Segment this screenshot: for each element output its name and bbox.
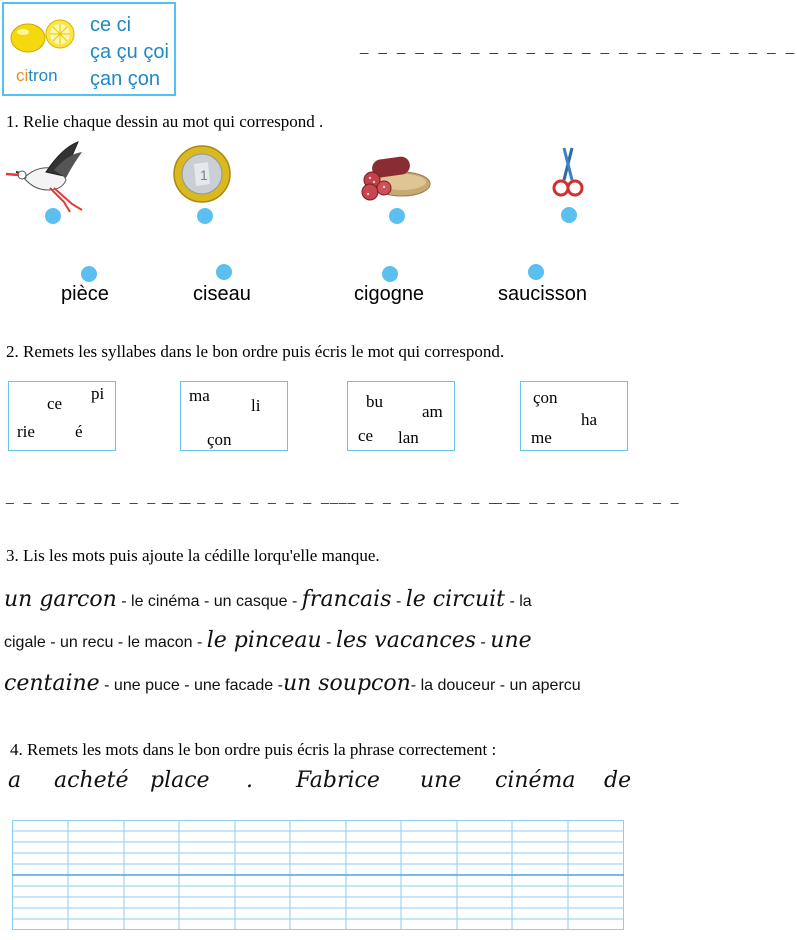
citron-ci: ci <box>16 66 29 85</box>
syllable: ma <box>189 386 210 405</box>
mixed-word: acheté <box>54 768 129 793</box>
header-line-3: çan çon <box>90 68 161 90</box>
mixed-word: a <box>8 768 22 793</box>
syllable-box-3 <box>347 381 455 451</box>
separator: - <box>287 593 302 610</box>
coin-icon <box>172 144 232 204</box>
syllable: ce <box>358 426 374 445</box>
separator: - <box>391 593 406 610</box>
picture-dot-4[interactable] <box>561 207 577 223</box>
answer-line-2[interactable]: _ _ _ _ _ _ _ _ _ _ _ <box>162 488 350 504</box>
section1-instruction: 1. Relie chaque dessin au mot qui correspond . <box>6 112 324 131</box>
word-saucisson: saucisson <box>498 283 587 305</box>
syllable-box-2 <box>180 381 288 451</box>
word-line-1 <box>4 587 532 612</box>
syllable: pi <box>91 384 105 403</box>
word-line-3 <box>4 671 581 696</box>
section4-instruction: 4. Remets les mots dans le bon ordre puis écris la phrase correctement : <box>10 740 497 759</box>
word-dot-4[interactable] <box>528 264 544 280</box>
word-print: le cinéma <box>131 593 200 610</box>
svg-text:1: 1 <box>200 167 208 183</box>
word-ciseau: ciseau <box>193 283 251 305</box>
separator: - <box>476 634 491 651</box>
header-line-2: ça çu çoi <box>90 41 169 63</box>
picture-dot-3[interactable] <box>389 208 405 224</box>
word-cursive: francais <box>301 587 392 612</box>
picture-dot-1[interactable] <box>45 208 61 224</box>
sausage-icon <box>356 154 432 204</box>
separator: - <box>116 593 132 610</box>
separator: - <box>199 593 214 610</box>
word-print: cigale - un recu - le macon <box>4 634 193 651</box>
syllable: lan <box>398 428 419 447</box>
word-cigogne: cigogne <box>354 283 425 305</box>
mixed-word: une <box>420 768 462 793</box>
mixed-word: . <box>246 768 253 793</box>
mixed-word: Fabrice <box>296 768 380 793</box>
syllable-box-1 <box>8 381 116 451</box>
word-cursive: le pinceau <box>206 628 322 653</box>
word-cursive: centaine <box>4 671 100 696</box>
word-cursive: un soupcon <box>282 671 411 696</box>
syllable: me <box>531 428 552 447</box>
name-line: _ _ _ _ _ _ _ _ _ _ _ _ _ _ _ _ _ _ _ _ _ _ _ _ <box>360 38 797 55</box>
citron-rest: tron <box>28 66 58 85</box>
word-cursive: une <box>490 628 532 653</box>
word-piece: pièce <box>61 283 109 305</box>
word-line-2 <box>4 628 532 653</box>
answer-line-1[interactable]: _ _ _ _ _ _ _ _ _ _ _ <box>6 488 194 504</box>
syllable: ce <box>47 394 63 413</box>
mixed-word: cinéma <box>495 768 576 793</box>
syllable: çon <box>207 430 232 449</box>
answer-line-4[interactable]: _ _ _ _ _ _ _ _ _ _ _ <box>494 488 682 504</box>
syllable: çon <box>533 388 558 407</box>
lemon-icon <box>8 12 78 58</box>
separator: - <box>99 677 114 694</box>
separator: - <box>505 593 520 610</box>
picture-dot-2[interactable] <box>197 208 213 224</box>
syllable-box-4 <box>520 381 628 451</box>
header-line-1: ce ci <box>90 14 132 36</box>
word-cursive: le circuit <box>405 587 506 612</box>
word-dot-1[interactable] <box>81 266 97 282</box>
word-dot-3[interactable] <box>382 266 398 282</box>
word-print: la <box>519 593 532 610</box>
mixed-word: place <box>150 768 210 793</box>
syllable: rie <box>17 422 35 441</box>
separator: - <box>192 634 207 651</box>
word-cursive: les vacances <box>335 628 477 653</box>
word-print: une puce - une facade - <box>113 677 283 694</box>
section3-instruction: 3. Lis les mots puis ajoute la cédille lorqu'elle manque. <box>6 546 380 565</box>
answer-line-3[interactable]: _ _ _ _ _ _ _ _ _ _ _ <box>330 488 518 504</box>
mixed-word: de <box>604 768 632 793</box>
syllable: ha <box>581 410 598 429</box>
scissors-icon <box>550 146 586 200</box>
citron-label <box>16 66 58 86</box>
word-print: un casque <box>213 593 288 610</box>
section2-instruction: 2. Remets les syllabes dans le bon ordre puis écris le mot qui correspond. <box>6 342 505 361</box>
header-box <box>2 2 176 96</box>
word-dot-2[interactable] <box>216 264 232 280</box>
stork-icon <box>6 138 90 214</box>
syllable: é <box>75 422 83 441</box>
syllable: bu <box>366 392 383 411</box>
syllable: am <box>422 402 443 421</box>
separator: - <box>321 634 336 651</box>
writing-grid[interactable] <box>12 820 624 930</box>
word-cursive: un garcon <box>4 587 117 612</box>
word-print: - la douceur - un apercu <box>410 677 581 694</box>
syllable: li <box>251 396 261 415</box>
